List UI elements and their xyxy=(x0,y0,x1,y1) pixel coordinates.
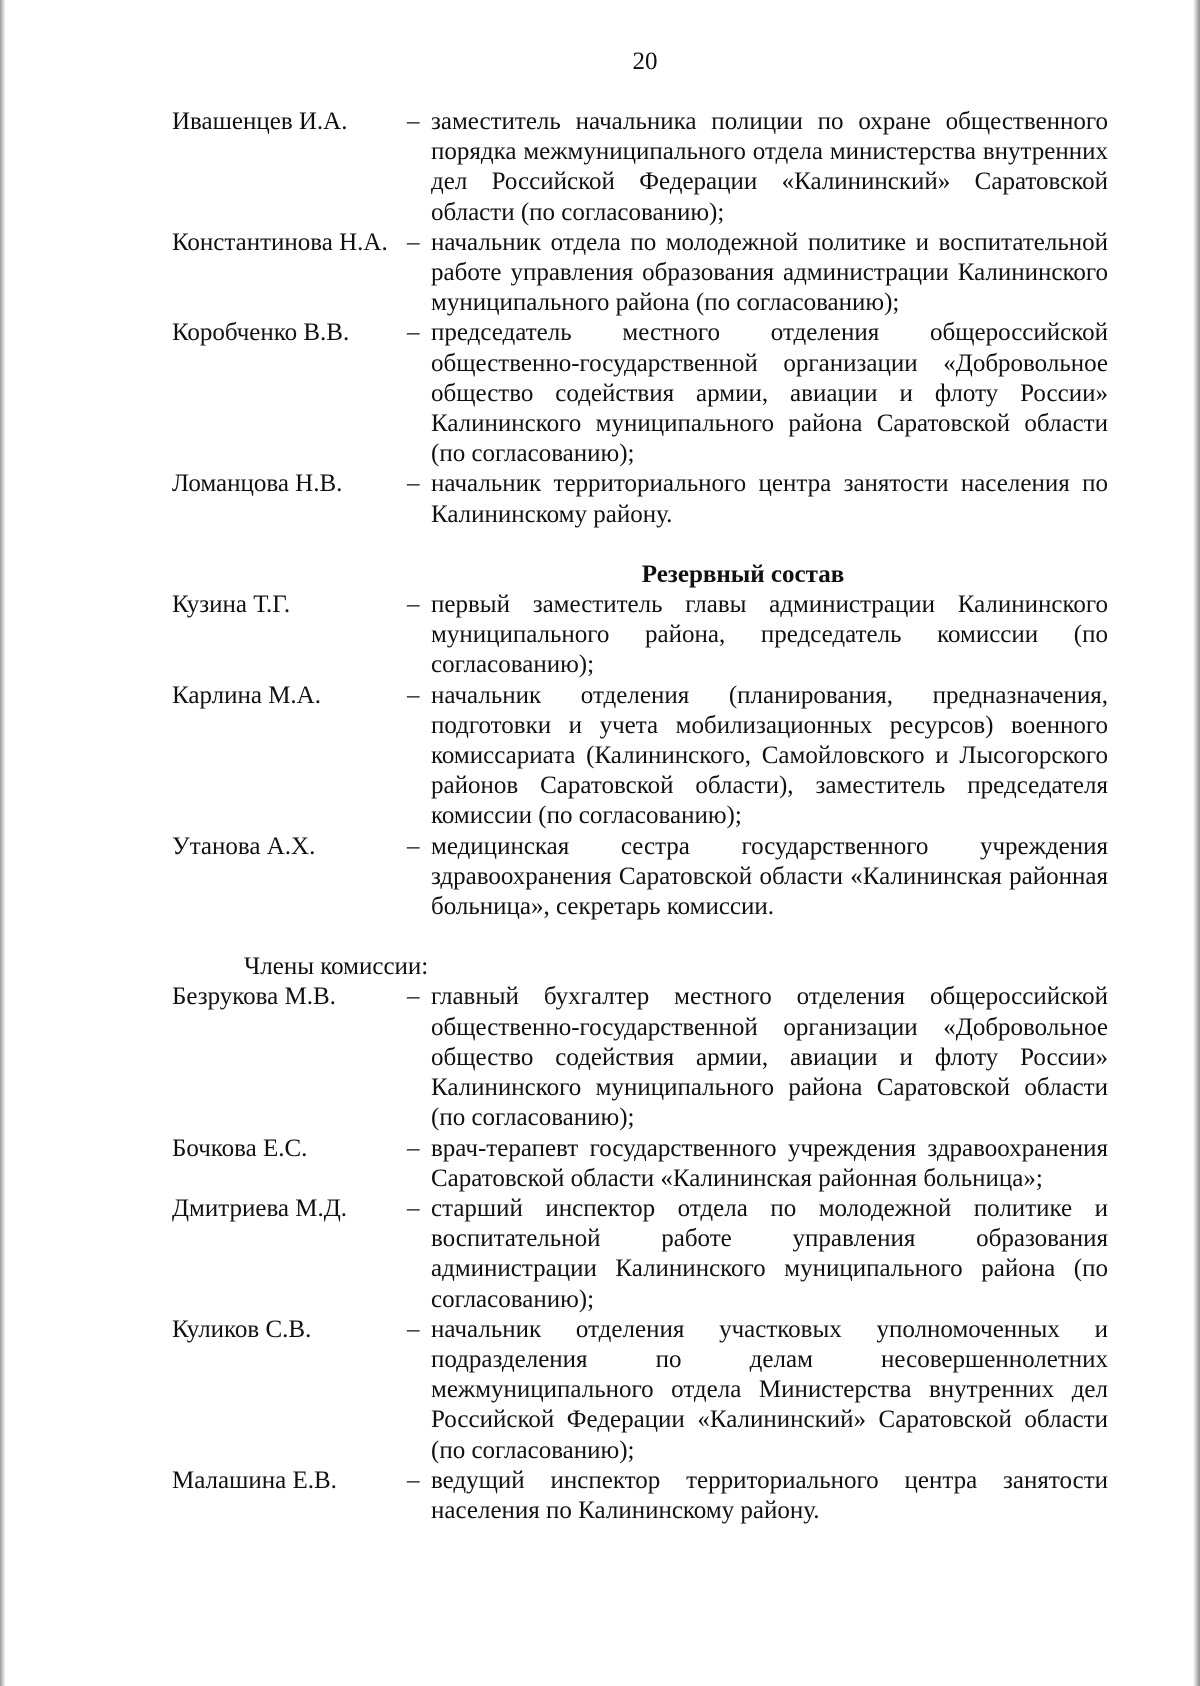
member-description: старший инспектор отдела по молодежной политике и воспитательной работе управления образования администрации Калининского муниципального района (по согласованию); xyxy=(431,1194,1108,1313)
reserve-member-entry xyxy=(172,1194,1108,1315)
member-description: председатель местного отделения общероссийской общественно-государственной организации «Добровольное общество содействия армии, авиации и флоту России» Калининского муниципального района Саратовской области (по согласованию); xyxy=(431,319,1108,468)
member-entry xyxy=(172,228,1108,319)
member-dash: – xyxy=(407,1466,420,1494)
member-name: Коробченко В.В. xyxy=(172,319,350,347)
member-name: Ивашенцев И.А. xyxy=(172,108,348,135)
scan-edge-right xyxy=(1193,0,1200,1686)
member-dash: – xyxy=(407,832,420,860)
member-dash: – xyxy=(407,228,420,256)
reserve-leader-entry xyxy=(172,681,1108,832)
reserve-member-entry xyxy=(172,1466,1108,1526)
member-description: медицинская сестра государственного учреждения здравоохранения Саратовской области «Калининская районная больница», секретарь комиссии. xyxy=(431,832,1108,921)
member-description: начальник отдела по молодежной политике и воспитательной работе управления образования администрации Калининского муниципального района (по согласованию); xyxy=(431,228,1108,317)
member-dash: – xyxy=(407,1134,420,1162)
reserve-member-entry xyxy=(172,1315,1108,1466)
member-entry xyxy=(172,469,1108,529)
member-description: первый заместитель главы администрации Калининского муниципального района, председатель комиссии (по согласованию); xyxy=(431,591,1108,679)
member-description: ведущий инспектор территориального центра занятости населения по Калининскому району. xyxy=(431,1466,1108,1524)
member-name: Карлина М.А. xyxy=(172,681,321,709)
member-name: Безрукова М.В. xyxy=(172,983,336,1011)
member-name: Дмитриева М.Д. xyxy=(172,1194,348,1222)
member-entry xyxy=(172,107,1108,228)
reserve-member-entry xyxy=(172,1134,1108,1194)
member-description: начальник территориального центра занятости населения по Калининскому району. xyxy=(431,470,1108,528)
member-dash: – xyxy=(407,319,420,347)
member-name: Куликов С.В. xyxy=(172,1315,312,1343)
member-name: Бочкова Е.С. xyxy=(172,1134,308,1162)
member-description: главный бухгалтер местного отделения общероссийской общественно-государственной организации «Добровольное общество содействия армии, авиации и флоту России» Калининского муниципального района Саратовской области (по согласованию); xyxy=(431,983,1108,1132)
member-dash: – xyxy=(407,470,420,498)
commission-members-label: Члены комиссии: xyxy=(244,953,429,981)
member-description: начальник отделения (планирования, предназначения, подготовки и учета мобилизационных ресурсов) военного комиссариата (Калининского, Самойловского и Лысогорского районов Саратовской области), заместитель председателя комиссии (по согласованию); xyxy=(431,681,1108,830)
reserve-member-entry xyxy=(172,982,1108,1133)
member-description: начальник отделения участковых уполномоченных и подразделения по делам несовершеннолетних межмуниципального отдела Министерства внутренних дел Российской Федерации «Калининский» Саратовской области (по согласованию); xyxy=(431,1315,1108,1464)
member-description: врач-терапевт государственного учреждения здравоохранения Саратовской области «Калининская районная больница»; xyxy=(431,1134,1108,1192)
member-name: Малашина Е.В. xyxy=(172,1466,337,1494)
member-dash: – xyxy=(407,108,420,135)
scan-edge-left xyxy=(0,0,6,1686)
reserve-leader-entry xyxy=(172,832,1108,923)
member-name: Кузина Т.Г. xyxy=(172,591,291,619)
page-number: 20 xyxy=(632,48,658,75)
member-dash: – xyxy=(407,681,420,709)
member-description: заместитель начальника полиции по охране общественного порядка межмуниципального отдела министерства внутренних дел Российской Федерации «Калининский» Саратовской области (по согласованию); xyxy=(431,108,1108,226)
member-name: Утанова А.Х. xyxy=(172,832,316,860)
reserve-leader-entry xyxy=(172,590,1108,681)
member-name: Константинова Н.А. xyxy=(172,228,388,256)
member-dash: – xyxy=(407,983,420,1011)
reserve-heading: Резервный состав xyxy=(641,560,845,588)
member-dash: – xyxy=(407,591,420,619)
member-dash: – xyxy=(407,1194,420,1222)
document-body xyxy=(172,107,1108,1526)
member-entry xyxy=(172,318,1108,469)
member-dash: – xyxy=(407,1315,420,1343)
member-name: Ломанцова Н.В. xyxy=(172,470,343,498)
